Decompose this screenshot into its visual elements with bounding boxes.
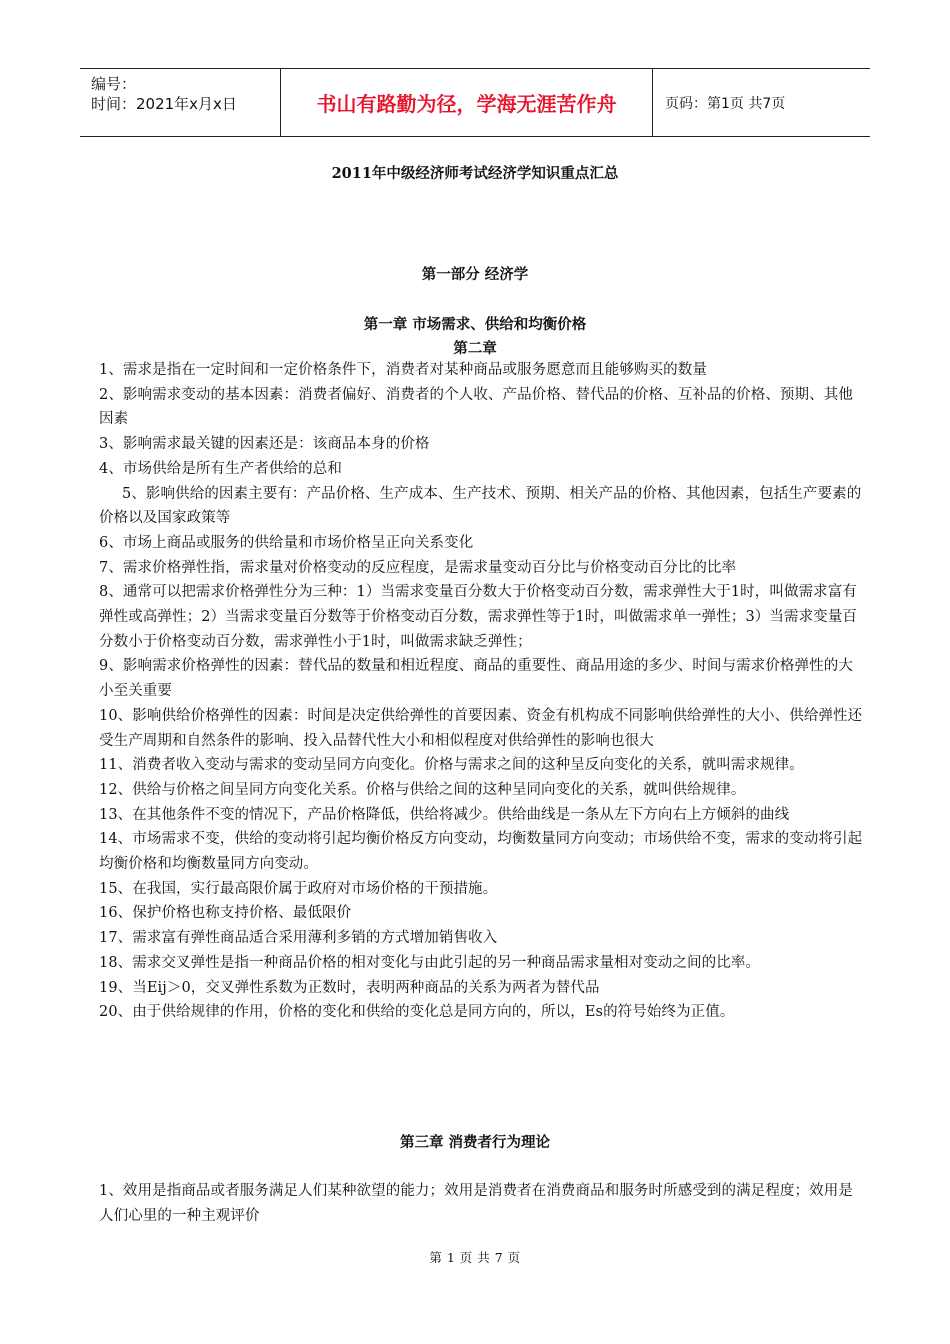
list-item: 3、影响需求最关键的因素还是：该商品本身的价格 xyxy=(99,436,430,453)
list-item: 9、影响需求价格弹性的因素：替代品的数量和相近程度、商品的重要性、商品用途的多少、时间与需求价格弹性的大小至关重要 xyxy=(99,658,853,700)
header-left-cell xyxy=(80,69,281,136)
part-title: 第一部分 经济学 xyxy=(421,266,529,283)
chapter2-title: 第二章 xyxy=(453,340,497,357)
time-label: 时间：2021年x月x日 xyxy=(91,95,237,113)
list-item: 1、需求是指在一定时间和一定价格条件下，消费者对某种商品或服务愿意而且能够购买的数量 xyxy=(99,362,707,378)
header-page-info: 页码：第1页 共7页 xyxy=(665,95,786,112)
chapter3-body xyxy=(99,1179,863,1228)
list-item: 2、影响需求变动的基本因素：消费者偏好、消费者的个人收、产品价格、替代品的价格、互补品的价格、预期、其他因素 xyxy=(99,386,853,428)
list-item: 8、通常可以把需求价格弹性分为三种：1）当需求变量百分数大于价格变动百分数，需求弹性大于1时，叫做需求富有弹性或高弹性；2）当需求变量百分数等于价格变动百分数，需求弹性等于1时，叫做需求单一弹性；3）当需求变量百分数小于价格变动百分数，需求弹性小于1时，叫做需求缺乏弹性； xyxy=(99,584,857,650)
list-item: 13、在其他条件不变的情况下，产品价格降低，供给将减少。供给曲线是一条从左下方向右上方倾斜的曲线 xyxy=(99,806,790,823)
page-footer: 第 1 页 共 7 页 xyxy=(429,1250,521,1265)
list-item: 20、由于供给规律的作用，价格的变化和供给的变化总是同方向的，所以，Es的符号始终为正值。 xyxy=(99,1004,735,1021)
list-item: 19、当Eij＞0，交叉弹性系数为正数时，表明两种商品的关系为两者为替代品 xyxy=(99,979,600,996)
header-motto: 书山有路勤为径，学海无涯苦作舟 xyxy=(281,69,653,136)
list-item: 4、市场供给是所有生产者供给的总和 xyxy=(99,460,342,477)
number-label: 编号： xyxy=(91,75,137,93)
list-item: 6、市场上商品或服务的供给量和市场价格呈正向关系变化 xyxy=(99,534,474,551)
list-item: 17、需求富有弹性商品适合采用薄利多销的方式增加销售收入 xyxy=(99,930,498,947)
chapter2-body xyxy=(99,358,863,1025)
list-item: 5、影响供给的因素主要有：产品价格、生产成本、生产技术、预期、相关产品的价格、其他因素，包括生产要素的价格以及国家政策等 xyxy=(99,485,862,527)
document-title: 2011年中级经济师考试经济学知识重点汇总 xyxy=(331,165,619,182)
list-item: 15、在我国，实行最高限价属于政府对市场价格的干预措施。 xyxy=(99,880,498,897)
list-item: 10、影响供给价格弹性的因素：时间是决定供给弹性的首要因素、资金有机构成不同影响供给弹性的大小、供给弹性还受生产周期和自然条件的影响、投入品替代性大小和相似程度对供给弹性的影响也很大 xyxy=(99,707,863,749)
chapter3-title: 第三章 消费者行为理论 xyxy=(399,1134,551,1151)
list-item: 11、消费者收入变动与需求的变动呈同方向变化。价格与需求之间的这种呈反向变化的关系，就叫需求规律。 xyxy=(99,757,804,774)
list-item: 16、保护价格也称支持价格、最低限价 xyxy=(99,905,352,922)
list-item: 1、效用是指商品或者服务满足人们某种欲望的能力；效用是消费者在消费商品和服务时所感受到的满足程度；效用是人们心里的一种主观评价 xyxy=(99,1183,853,1224)
list-item: 18、需求交叉弹性是指一种商品价格的相对变化与由此引起的另一种商品需求量相对变动之间的比率。 xyxy=(99,954,761,971)
list-item: 14、市场需求不变，供给的变动将引起均衡价格反方向变动，均衡数量同方向变动；市场供给不变，需求的变动将引起均衡价格和均衡数量同方向变动。 xyxy=(99,831,863,873)
list-item: 12、供给与价格之间呈同方向变化关系。价格与供给之间的这种呈同向变化的关系，就叫供给规律。 xyxy=(99,781,746,798)
chapter1-title: 第一章 市场需求、供给和均衡价格 xyxy=(363,316,587,333)
header-table xyxy=(80,68,870,137)
list-item: 7、需求价格弹性指，需求量对价格变动的反应程度，是需求量变动百分比与价格变动百分比的比率 xyxy=(99,559,737,576)
